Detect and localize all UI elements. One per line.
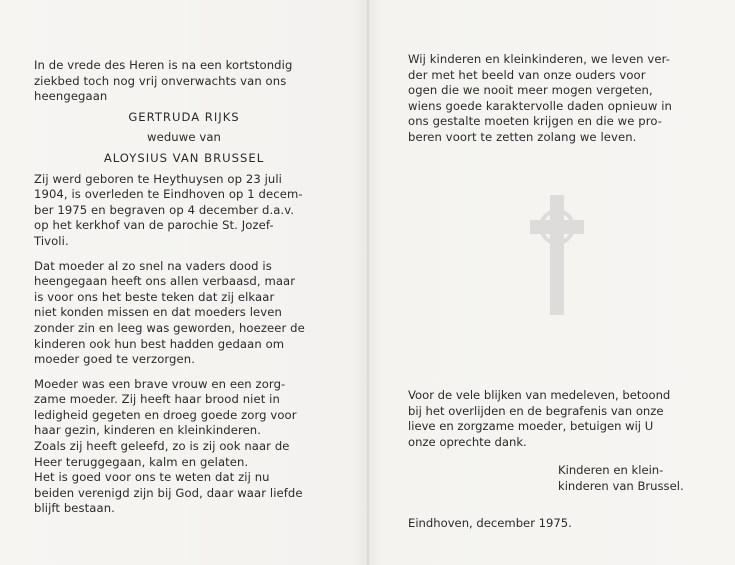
loss-paragraph bbox=[34, 259, 334, 368]
text-line: ledigheid gegeten en droeg goede zorg voor bbox=[34, 407, 297, 422]
text-line: wiens goede karaktervolle daden opnieuw in bbox=[408, 98, 672, 113]
text-line: kinderen ook hun best hadden gedaan om bbox=[34, 336, 285, 351]
right-page-top bbox=[408, 52, 708, 146]
family-signoff bbox=[558, 463, 684, 494]
text-line: Dat moeder al zo snel na vaders dood is bbox=[34, 258, 272, 273]
text-line: Zij werd geboren te Heythuysen op 23 juli bbox=[34, 171, 282, 186]
text-line: Kinderen en klein- bbox=[558, 463, 664, 477]
cross-icon bbox=[522, 190, 592, 320]
text-line: Moeder was een brave vrouw en een zorg- bbox=[34, 376, 286, 391]
text-line: heengegaan heeft ons allen verbaasd, maar bbox=[34, 274, 296, 289]
text-line: kinderen van Brussel. bbox=[558, 478, 684, 493]
text-line: onze oprechte dank. bbox=[408, 434, 527, 449]
thanks-paragraph bbox=[408, 388, 708, 450]
intro-paragraph bbox=[34, 58, 334, 105]
text-line: der met het beeld van onze ouders voor bbox=[408, 67, 646, 82]
text-line: beiden verenigd zijn bij God, daar waar liefde bbox=[34, 485, 303, 500]
text-line: ogen die we nooit meer mogen vergeten, bbox=[408, 83, 653, 98]
text-line: ziekbed toch nog vrij onverwachts van ons bbox=[34, 73, 287, 88]
text-line: ber 1975 en begraven op 4 december d.a.v. bbox=[34, 202, 295, 217]
center-fold bbox=[367, 0, 369, 565]
character-paragraph bbox=[34, 377, 334, 517]
text-line: moeder goed te verzorgen. bbox=[34, 352, 195, 367]
birth-paragraph bbox=[34, 172, 334, 250]
widow-of-label: weduwe van bbox=[147, 130, 221, 145]
left-page bbox=[34, 58, 334, 517]
text-line: haar gezin, kinderen en kleinkinderen. bbox=[34, 423, 262, 438]
remembrance-paragraph bbox=[408, 52, 708, 146]
text-line: zonder zin en leeg was geworden, hoezeer de bbox=[34, 320, 305, 335]
text-line: blijft bestaan. bbox=[34, 501, 115, 516]
place-date: Eindhoven, december 1975. bbox=[408, 516, 572, 530]
text-line: Tivoli. bbox=[34, 233, 69, 248]
text-line: ons gestalte moeten krijgen en die we pro- bbox=[408, 114, 663, 129]
text-line: bij het overlijden en de begrafenis van onze bbox=[408, 403, 664, 418]
text-line: Zoals zij heeft geleefd, zo is zij ook naar de bbox=[34, 439, 290, 454]
text-line: niet konden missen en dat moeders leven bbox=[34, 305, 282, 320]
text-line: Het is goed voor ons te weten dat zij nu bbox=[34, 470, 270, 485]
text-line: Wij kinderen en kleinkinderen, we leven ver- bbox=[408, 52, 671, 66]
text-line: In de vrede des Heren is na een kortstondig bbox=[34, 58, 293, 72]
husband-name: ALOYSIUS VAN BRUSSEL bbox=[103, 150, 265, 165]
text-line: Heer teruggegaan, kalm en gelaten. bbox=[34, 454, 249, 469]
text-line: beren voort te zetten zolang we leven. bbox=[408, 129, 637, 144]
text-line: op het kerkhof van de parochie St. Jozef- bbox=[34, 218, 274, 233]
text-line: heengegaan bbox=[34, 89, 108, 104]
text-line: lieve en zorgzame moeder, betuigen wij U bbox=[408, 419, 654, 434]
text-line: Voor de vele blijken van medeleven, betoond bbox=[408, 388, 671, 402]
deceased-name: GERTRUDA RIJKS bbox=[128, 109, 240, 124]
text-line: zame moeder. Zij heeft haar brood niet in bbox=[34, 392, 280, 407]
text-line: is voor ons het beste teken dat zij elkaar bbox=[34, 289, 275, 304]
text-line: 1904, is overleden te Eindhoven op 1 decem- bbox=[34, 187, 303, 202]
